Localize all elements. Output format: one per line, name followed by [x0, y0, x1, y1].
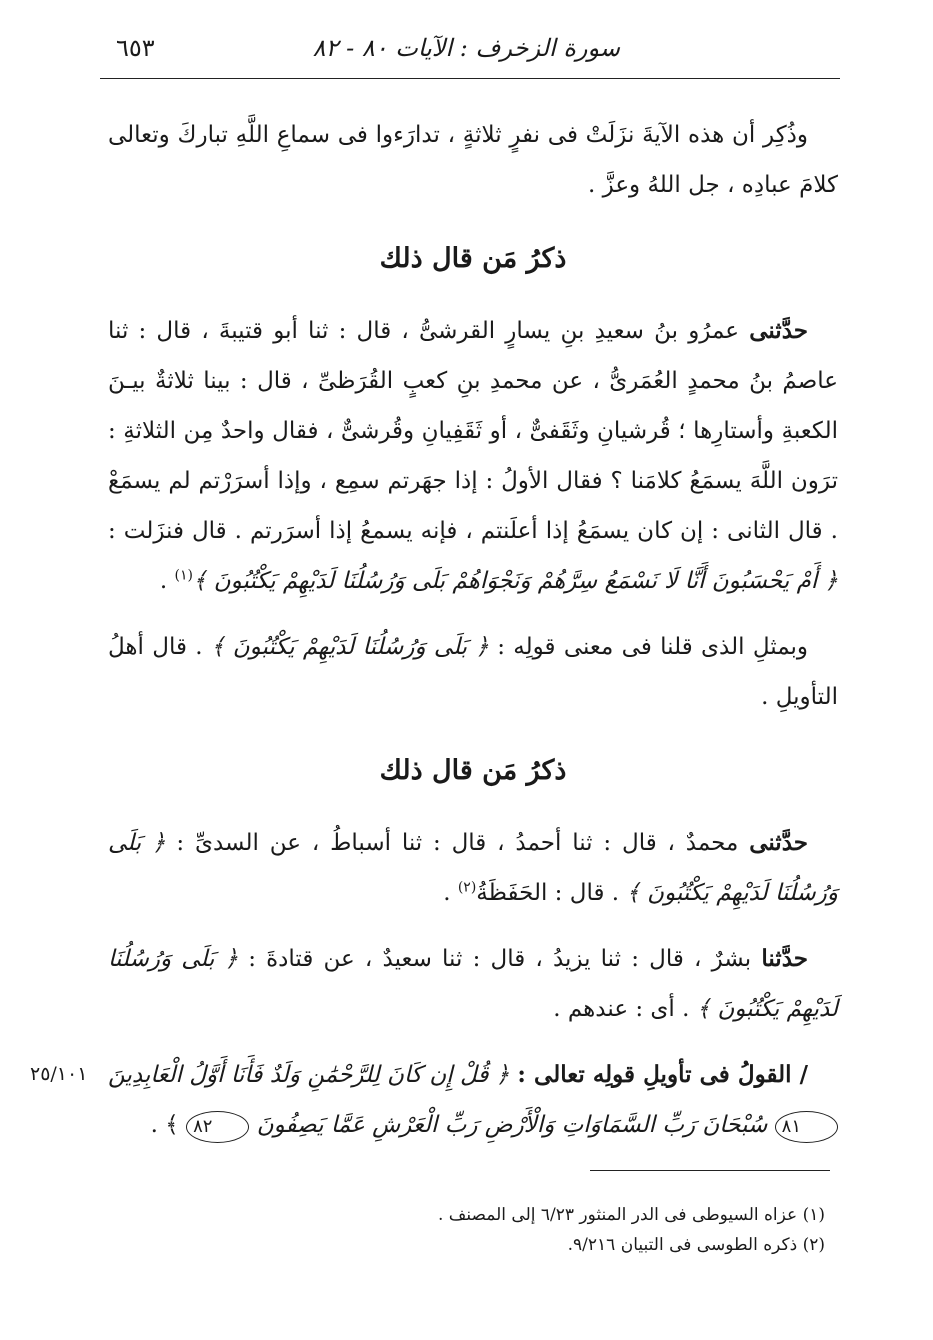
section-heading-1: ذكرُ مَن قال ذلك — [379, 243, 567, 274]
ayah-number-marker: ٨٢ — [186, 1111, 249, 1143]
running-header — [100, 30, 840, 79]
section-heading-2: ذكرُ مَن قال ذلك — [379, 755, 567, 786]
quran-quote: ﴿ بَلَى وَرُسُلُنَا لَدَيْهِمْ يَكْتُبُونَ ﴾ — [210, 634, 489, 660]
narration-text-end: . أى : عندهم . — [553, 996, 697, 1022]
quote-end: ﴾ . — [150, 1112, 187, 1138]
footnote-ref-1[interactable]: (١) — [174, 567, 193, 584]
quran-quote: ﴿ أَمْ يَحْسَبُونَ أَنَّا لَا نَسْمَعُ سِرَّهُمْ وَنَجْوَاهُمْ بَلَى وَرُسُلُنَا لَدَيْهِمْ يَكْتُبُونَ ﴾ — [192, 568, 838, 594]
sentence-end: . — [443, 880, 458, 906]
quran-quote: ﴿ قُلْ إِن كَانَ لِلرَّحْمَٰنِ وَلَدٌ فَأَنَا أَوَّلُ الْعَابِدِينَ — [108, 1062, 510, 1088]
page-number: ٦٥٣ — [116, 34, 155, 62]
narration-lead: حدَّثنا — [761, 945, 808, 972]
quran-quote: ﴿ بَلَى وَرُسُلُنَا لَدَيْهِمْ يَكْتُبُونَ ﴾ — [108, 946, 838, 1022]
footnote-ref-2[interactable]: (٢) — [457, 879, 477, 896]
margin-reference: ٢٥/١٠١ — [30, 1063, 88, 1085]
ayah-number-marker: ٨١ — [775, 1111, 838, 1143]
quran-quote: سُبْحَانَ رَبِّ السَّمَاوَاتِ وَالْأَرْضِ رَبِّ الْعَرْشِ عَمَّا يَصِفُونَ — [256, 1112, 775, 1138]
narration-text: بشرٌ ، قال : ثنا يزيدُ ، قال : ثنا سعيدٌ ، عن قتادةَ : — [238, 946, 762, 972]
narration-lead: حدَّثنى — [749, 317, 808, 344]
footnote-1: (١) عزاه السيوطى فى الدر المنثور ٦/٢٣ إلى المصنف . — [438, 1205, 825, 1225]
narration-paragraph-1 — [108, 306, 838, 606]
commentary-text: وبمثلِ الذى قلنا فى معنى قولِه : — [488, 634, 808, 660]
commentary-paragraph — [108, 622, 838, 722]
sentence-end: . — [159, 568, 175, 594]
footnote-2: (٢) ذكره الطوسى فى التبيان ٩/٢١٦. — [567, 1235, 825, 1255]
commentary-text-end: . قال أهلُ التأويلِ . — [108, 634, 838, 710]
narration-text: محمدٌ ، قال : ثنا أحمدُ ، قال : ثنا أسباطُ ، عن السدىِّ : — [165, 830, 750, 856]
narration-text-end: . قال : الحَفَظَةُ — [476, 880, 627, 906]
narration-lead: حدَّثنى — [749, 829, 808, 856]
narration-text: عمرُو بنُ سعيدِ بنِ يسارٍ القرشىُّ ، قال : ثنا أبو قتيبةَ ، قال : ثنا عاصمُ بنُ محمدٍ العُمَرىُّ ، عن محمدِ بنِ كعبٍ القُرَظىِّ ، قال : بينا ثلاثةٌ بيـنَ الكعبةِ وأستارِها ؛ قُرشيانِ وثَقَفىٌّ ، أو ثَقَفِيانِ وقُرشىٌّ ، فقال واحدٌ مِن الثلاثةِ : ترَون اللَّهَ يسمَعُ كلامَنا ؟ فقال الأولُ : إذا جهَرتم سمِع ، وإذا أسرَرْتم لم يسمَعْ . قال الثانى : إن كان يسمَعُ إذا أعلَنتم ، فإنه يسمعُ إذا أسرَرتم . قال فنزَلت : — [108, 318, 838, 544]
header-title: سورة الزخرف : الآيات ٨٠ - ٨٢ — [312, 34, 620, 62]
tafsir-heading-paragraph — [108, 1050, 838, 1150]
quran-quote: ﴿ بَلَى وَرُسُلُنَا لَدَيْهِمْ يَكْتُبُونَ ﴾ — [108, 830, 838, 906]
intro-paragraph: وذُكِر أن هذه الآيةَ نزَلَتْ فى نفرٍ ثلاثةٍ ، تدارَءوا فى سماعِ اللَّهِ تباركَ وتعالى كلامَ عبادِه ، جل اللهُ وعزَّ . — [108, 122, 838, 198]
narration-paragraph-3 — [108, 934, 838, 1034]
tafsir-lead: / القولُ فى تأويلِ قولِه تعالى : — [509, 1061, 808, 1088]
main-text — [108, 110, 838, 1150]
footnotes — [325, 1200, 825, 1260]
footnote-divider — [590, 1170, 830, 1171]
narration-paragraph-2 — [108, 818, 838, 918]
